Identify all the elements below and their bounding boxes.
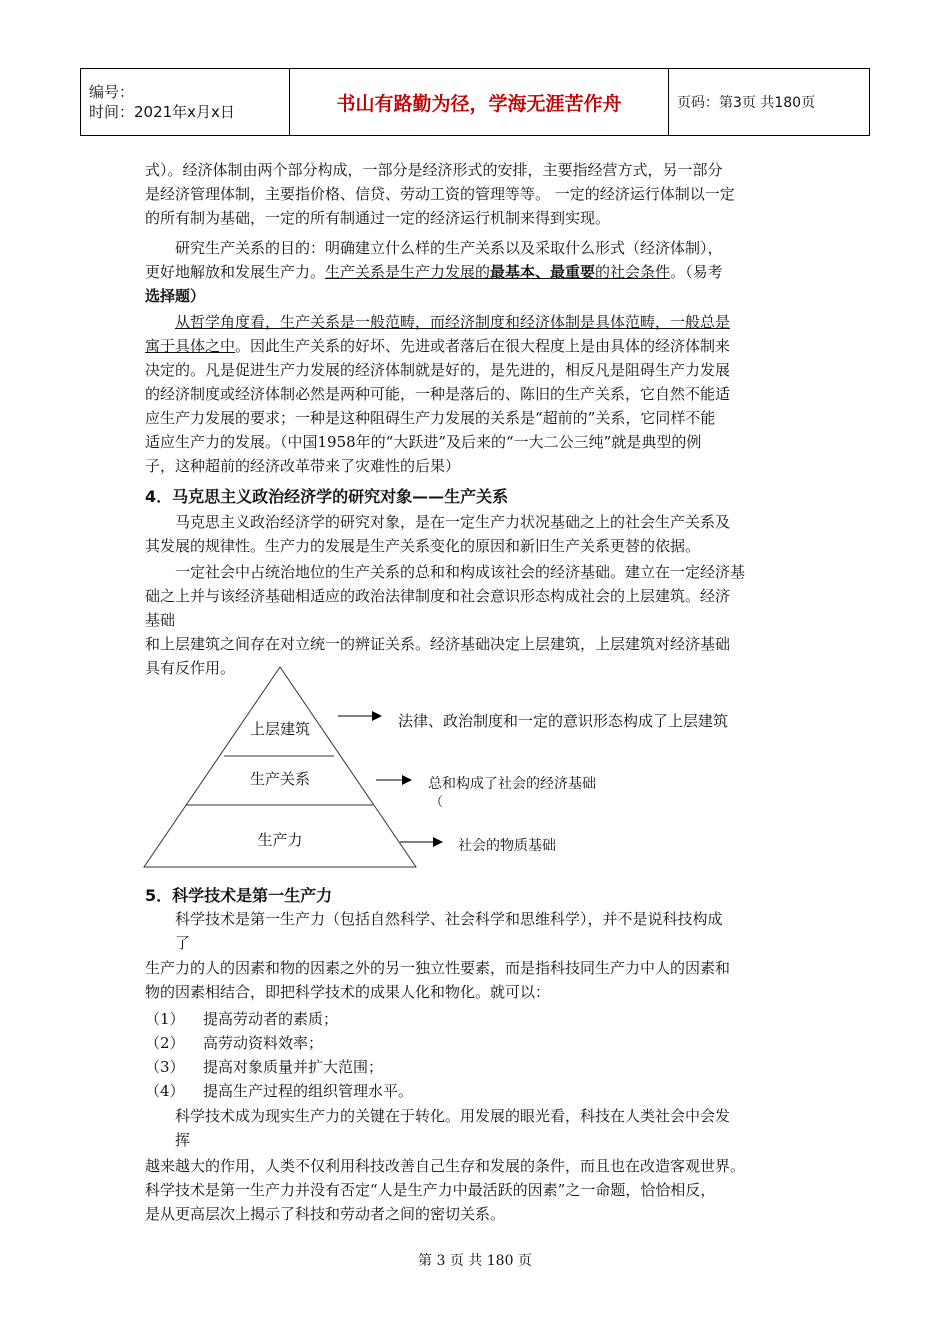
list-text: 提高劳动者的素质；: [203, 1010, 339, 1028]
text-span: 。因此生产关系的好坏、先进或者落后在很大程度上是由具体的经济体制来: [235, 337, 731, 355]
paragraph-science-technology: [145, 907, 810, 955]
header-motto: 书山有路勤为径，学海无涯苦作舟: [290, 69, 669, 136]
pyramid-bottom-label: 生产力: [257, 831, 303, 849]
text-line: 子，这种超前的经济改革带来了灾难性的后果）: [145, 457, 461, 475]
list-item: [145, 1080, 413, 1101]
text-line: 科学技术是第一生产力并没有否定“人是生产力中最活跃的因素”之一命题，恰恰相反，: [145, 1181, 716, 1199]
arrow-head-bottom: [433, 837, 443, 847]
text-line: 础之上并与该经济基础相适应的政治法律制度和社会意识形态构成社会的上层建筑。经济: [145, 587, 731, 605]
pyramid-top-note: 法律、政治制度和一定的意识形态构成了上层建筑: [398, 712, 729, 730]
text-line: 研究生产关系的目的：明确建立什么样的生产关系以及采取什么形式（经济体制），: [175, 239, 723, 257]
pyramid-middle-paren: （: [430, 795, 444, 810]
header-page-label: 页码：第3页 共180页: [669, 69, 870, 136]
list-text: 提高生产过程的组织管理水平。: [203, 1082, 414, 1100]
page-footer: 第 3 页 共 180 页: [418, 1253, 532, 1269]
text-line: [145, 260, 810, 284]
text-line: 科学技术是第一生产力（包括自然科学、社会科学和思维科学），并不是说科技构成: [175, 910, 723, 928]
underlined-text: 寓于具体之中: [145, 337, 236, 355]
list-text: 提高对象质量并扩大范围；: [203, 1058, 384, 1076]
text-line: 其发展的规律性。生产力的发展是生产关系变化的原因和新旧生产关系更替的依据。: [145, 537, 701, 555]
text-line: [145, 334, 810, 358]
text-line: 基础: [145, 611, 176, 629]
pyramid-middle-label: 生产关系: [249, 770, 311, 788]
serial-label: 编号：: [89, 83, 135, 101]
text-line: 一定社会中占统治地位的生产关系的总和和构成该社会的经济基础。建立在一定经济基: [175, 563, 746, 581]
section-heading-5: 5．科学技术是第一生产力: [145, 886, 333, 905]
paragraph-research-object: [145, 510, 810, 558]
text-line: 的经济制度或经济体制必然是两种可能，一种是落后的、陈旧的生产关系，它自然不能适: [145, 385, 731, 403]
list-number: （2）: [145, 1034, 185, 1052]
text-line: 适应生产力的发展。（中国1958年的“大跃进”及后来的“一大二公三纯”就是典型的例: [145, 433, 702, 451]
text-line: 生产力的人的因素和物的因素之外的另一独立性要素，而是指科技同生产力中人的因素和: [145, 959, 731, 977]
header-meta-cell: [81, 69, 290, 136]
text-line: 和上层建筑之间存在对立统一的辨证关系。经济基础决定上层建筑，上层建筑对经济基础: [145, 635, 731, 653]
text-line: 是经济管理体制，主要指价格、信贷、劳动工资的管理等等。 一定的经济运行体制以一定: [145, 185, 735, 203]
text-line: 从哲学角度看，生产关系是一般范畴，而经济制度和经济体制是具体范畴，一般总是: [175, 313, 731, 331]
paragraph-research-purpose: [145, 236, 810, 308]
paragraph-economic-system: [145, 158, 810, 230]
text-line: 的所有制为基础，一定的所有制通过一定的经济运行机制来得到实现。: [145, 209, 611, 227]
bold-key-phrase: 最基本、最重要: [490, 263, 596, 281]
paragraph-transformation: [145, 1104, 810, 1152]
underlined-text: 生产关系是生产力发展的最基本、最重要的社会条件: [325, 263, 671, 281]
paragraph-philosophy: [145, 310, 810, 478]
paragraph-science-technology-cont: [145, 956, 815, 1004]
text-line: 应生产力发展的要求；一种是这种阻碍生产力发展的关系是“超前的”关系，它同样不能: [145, 409, 716, 427]
text-line: 物的因素相结合，即把科学技术的成果人化和物化。就可以：: [145, 983, 551, 1001]
text-line: 具有反作用。: [145, 659, 236, 677]
list-item: [145, 1056, 383, 1077]
text-line: 选择题）: [145, 287, 206, 305]
text-line: 马克思主义政治经济学的研究对象，是在一定生产力状况基础之上的社会生产关系及: [175, 513, 731, 531]
page-header: [80, 68, 870, 136]
arrow-head-middle: [402, 775, 412, 785]
text-line: 决定的。凡是促进生产力发展的经济体制就是好的，是先进的，相反凡是阻碍生产力发展: [145, 361, 731, 379]
text-line: 越来越大的作用，人类不仅利用科技改善自己生存和发展的条件，而且也在改造客观世界。: [145, 1157, 746, 1175]
text-span: 更好地解放和发展生产力。: [145, 263, 326, 281]
pyramid-top-label: 上层建筑: [249, 720, 311, 738]
list-number: （4）: [145, 1082, 185, 1100]
text-line: 科学技术成为现实生产力的关键在于转化。用发展的眼光看，科技在人类社会中会发: [175, 1107, 731, 1125]
section-heading-4: 4．马克思主义政治经济学的研究对象——生产关系: [145, 487, 509, 506]
text-line: 式）。经济体制由两个部分构成，一部分是经济形式的安排，主要指经营方式，另一部分: [145, 161, 723, 179]
date-label: 时间：2021年x月x日: [89, 103, 235, 121]
list-number: （3）: [145, 1058, 185, 1076]
list-text: 高劳动资料效率；: [203, 1034, 324, 1052]
list-item: [145, 1032, 323, 1053]
text-line: 了: [175, 934, 191, 952]
paragraph-transformation-cont: [145, 1154, 815, 1226]
base-superstructure-pyramid: [140, 660, 780, 875]
text-line: 是从更高层次上揭示了科技和劳动者之间的密切关系。: [145, 1205, 506, 1223]
text-span: 。（易考: [670, 263, 723, 281]
list-item: [145, 1008, 338, 1029]
arrow-head-top: [372, 711, 382, 721]
text-line: 挥: [175, 1131, 191, 1149]
list-number: （1）: [145, 1010, 185, 1028]
pyramid-bottom-note: 社会的物质基础: [458, 838, 556, 854]
pyramid-middle-note: 总和构成了社会的经济基础: [428, 776, 596, 792]
